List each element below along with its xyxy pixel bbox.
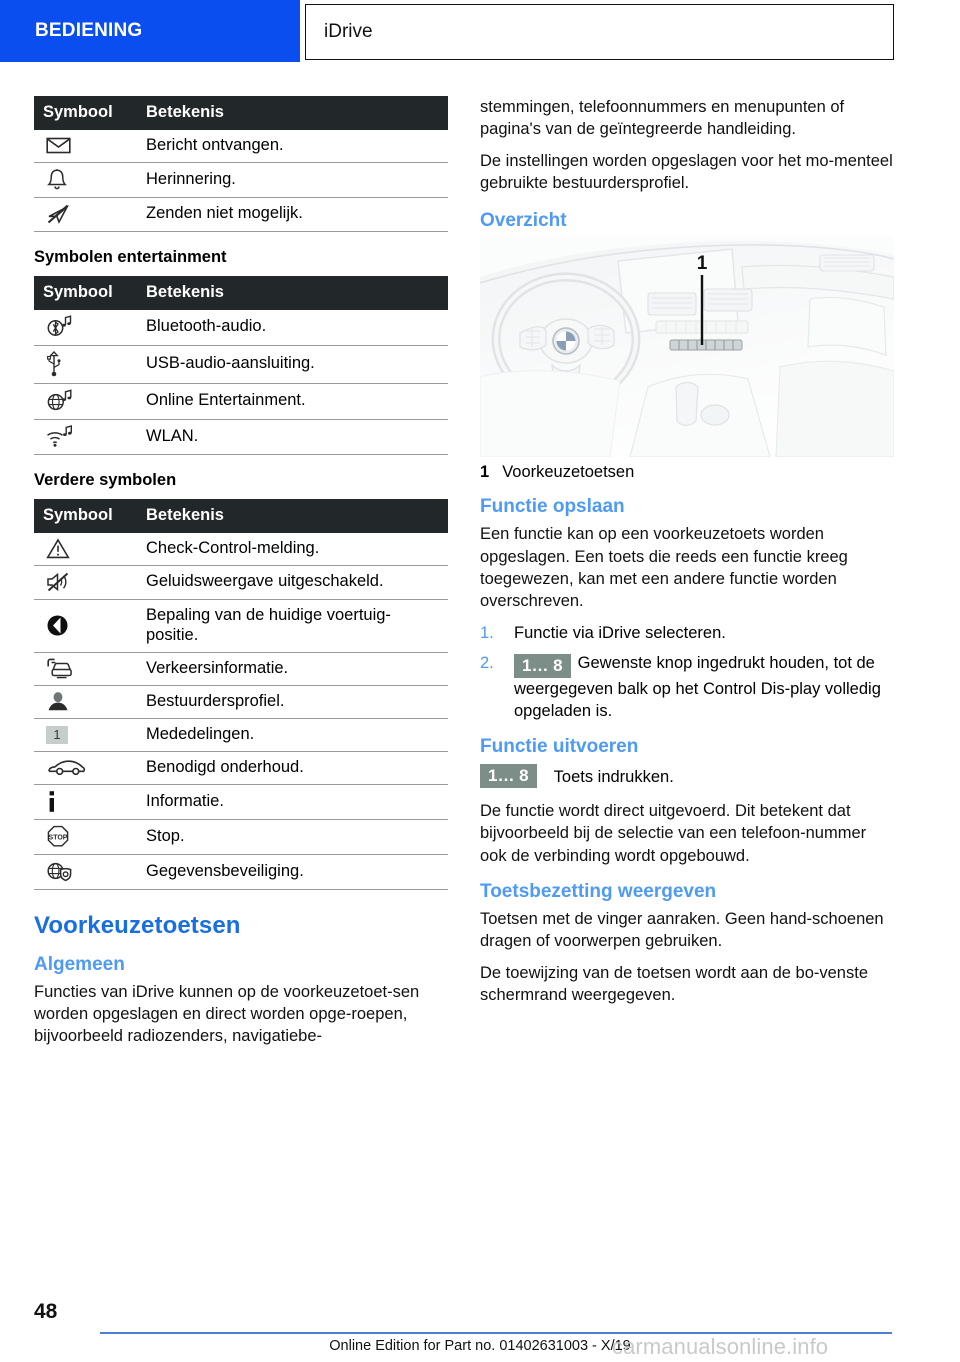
info-icon (46, 790, 58, 813)
meaning-cell: Bestuurdersprofiel. (135, 686, 448, 719)
envelope-icon (46, 136, 71, 155)
figure-caption-number: 1 (480, 463, 490, 482)
preset-key-badge: 1… 8 (480, 764, 537, 788)
table-row (34, 599, 448, 652)
meaning-cell: WLAN. (135, 419, 448, 454)
table-row (34, 819, 448, 854)
figure-caption-text: Voorkeuzetoetsen (502, 463, 635, 482)
usb-icon (46, 351, 62, 377)
bluetooth-audio-icon (46, 315, 74, 339)
step-number: 1. (480, 623, 494, 642)
send-disabled-icon (46, 203, 71, 225)
meaning-cell: Bluetooth-audio. (135, 310, 448, 346)
footer-edition-text: Online Edition for Part no. 01402631003 - X/19 (329, 1338, 631, 1354)
table-row (34, 162, 448, 197)
step-text: Gewenste knop ingedrukt houden, tot de weergegeven balk op het Control Dis-play volledig opgeladen is. (514, 653, 881, 721)
heading-other-symbols: Verdere symbolen (34, 470, 177, 489)
paragraph-toetsbezetting-1: Toetsen met de vinger aanraken. Geen hand-schoenen dragen of voorwerpen gebruiken. (480, 909, 884, 950)
step-number: 2. (480, 653, 494, 672)
table-header-row (34, 499, 448, 533)
cockpit-illustration (480, 237, 894, 457)
meaning-cell (135, 599, 448, 652)
table-header-row (34, 276, 448, 310)
heading-functie-opslaan: Functie opslaan (480, 496, 625, 518)
table-entertainment (34, 276, 448, 455)
heading-functie-uitvoeren: Functie uitvoeren (480, 736, 639, 758)
table-row (34, 719, 448, 752)
meaning-cell: Geluidsweergave uitgeschakeld. (135, 565, 448, 599)
symbol-cell (34, 162, 135, 197)
paragraph-profile: De instellingen worden opgeslagen voor het mo-menteel gebruikte bestuurdersprofiel. (480, 152, 893, 193)
page-number: 48 (34, 1300, 58, 1323)
topic-label-box (305, 4, 894, 60)
symbol-cell (34, 130, 135, 162)
preset-key-badge: 1… 8 (514, 654, 571, 678)
stop-icon (46, 825, 70, 848)
table-row (34, 310, 448, 346)
execute-action-row (480, 764, 894, 788)
symbol-cell (34, 819, 135, 854)
table-messages (34, 96, 448, 232)
table-row (34, 854, 448, 889)
step-item (480, 652, 894, 722)
meaning-cell: Stop. (135, 819, 448, 854)
table-row (34, 383, 448, 419)
steps-functie-opslaan (480, 622, 894, 722)
heading-overzicht: Overzicht (480, 210, 567, 232)
paragraph-functie-opslaan: Een functie kan op een voorkeuzetoets worden opgeslagen. Een toets die reeds een functie kreeg toegewezen, kan met een andere functie worden overschreven. (480, 525, 848, 610)
left-column (34, 96, 448, 1047)
data-privacy-icon (46, 860, 73, 883)
section-label: BEDIENING (35, 20, 143, 41)
traffic-info-icon (46, 658, 73, 679)
meaning-cell: Verkeersinformatie. (135, 653, 448, 686)
meaning-cell: Bericht ontvangen. (135, 130, 448, 162)
column-header-meaning: Betekenis (135, 276, 448, 310)
table-row (34, 784, 448, 819)
meaning-cell: Informatie. (135, 784, 448, 819)
heading-symbols-entertainment: Symbolen entertainment (34, 247, 227, 266)
column-header-meaning: Betekenis (135, 96, 448, 130)
driver-profile-icon (46, 691, 70, 712)
table-row (34, 653, 448, 686)
table-row (34, 419, 448, 454)
car-service-icon (46, 759, 86, 777)
column-header-symbol: Symbool (34, 96, 135, 130)
meaning-cell: Gegevensbeveiliging. (135, 854, 448, 889)
paragraph-functie-uitvoeren: De functie wordt direct uitgevoerd. Dit betekent dat bijvoorbeeld bij de selectie van een telefoon-nummer ook de verbinding wordt opgebouwd. (480, 802, 867, 865)
meaning-cell: Online Entertainment. (135, 383, 448, 419)
paragraph-algemeen: Functies van iDrive kunnen op de voorkeuzetoet-sen worden opgeslagen en direct worden opge-roepen, bijvoorbeeld radiozenders, navigatiebe- (34, 982, 420, 1045)
symbol-cell (34, 854, 135, 889)
table-row (34, 565, 448, 599)
symbol-cell (34, 533, 135, 566)
table-row (34, 686, 448, 719)
figure-caption (480, 463, 894, 482)
meaning-cell: Mededelingen. (135, 719, 448, 752)
section-label-banner (0, 0, 300, 62)
heading-algemeen: Algemeen (34, 953, 125, 975)
heading-toetsbezetting: Toetsbezetting weergeven (480, 880, 717, 902)
column-header-meaning: Betekenis (135, 499, 448, 533)
step-text: Functie via iDrive selecteren. (514, 623, 726, 642)
symbol-cell (34, 310, 135, 346)
table-header-row (34, 96, 448, 130)
symbol-cell (34, 653, 135, 686)
symbol-cell (34, 197, 135, 231)
svg-text:STOP: STOP (48, 833, 68, 841)
paragraph-toetsbezetting-2: De toewijzing van de toetsen wordt aan de bo-venste schermrand weergegeven. (480, 963, 868, 1004)
symbol-cell (34, 751, 135, 784)
column-header-symbol: Symbool (34, 499, 135, 533)
symbol-cell (34, 599, 135, 652)
page-footer (0, 1296, 960, 1362)
symbol-cell (34, 419, 135, 454)
meaning-cell: USB-audio-aansluiting. (135, 345, 448, 383)
bell-icon (46, 168, 68, 191)
column-header-symbol: Symbool (34, 276, 135, 310)
watermark: carmanualsonline.info (612, 1334, 829, 1359)
warning-triangle-icon (46, 538, 70, 559)
wlan-audio-icon (46, 425, 74, 448)
meaning-cell: Herinnering. (135, 162, 448, 197)
meaning-cell: Check-Control-melding. (135, 533, 448, 566)
step-item (480, 622, 894, 644)
table-row (34, 197, 448, 231)
table-row (34, 345, 448, 383)
symbol-cell (34, 383, 135, 419)
symbol-cell (34, 565, 135, 599)
meaning-cell: Zenden niet mogelijk. (135, 197, 448, 231)
table-row (34, 130, 448, 162)
paragraph-continued: stemmingen, telefoonnummers en menupunten of pagina's van de geïntegreerde handleiding. (480, 98, 845, 139)
symbol-cell (34, 686, 135, 719)
figure-overview (480, 237, 894, 482)
table-row (34, 751, 448, 784)
mute-icon (46, 571, 72, 593)
online-entertainment-icon (46, 389, 74, 413)
meaning-cell: Benodigd onderhoud. (135, 751, 448, 784)
heading-voorkeuzetoetsen: Voorkeuzetoetsen (34, 911, 241, 939)
meaning-text: Bepaling van de huidige voertuig- positie. (146, 605, 391, 645)
notification-badge-icon: 1 (46, 726, 68, 744)
execute-action-text: Toets indrukken. (553, 768, 674, 787)
symbol-cell (34, 784, 135, 819)
symbol-cell (34, 719, 135, 752)
symbol-cell (34, 345, 135, 383)
compass-icon (46, 614, 69, 637)
table-row (34, 533, 448, 566)
table-other-symbols (34, 499, 448, 890)
page-header (0, 0, 960, 62)
right-column (480, 96, 894, 1006)
figure-callout-1: 1 (696, 253, 708, 275)
topic-label: iDrive (324, 21, 373, 42)
